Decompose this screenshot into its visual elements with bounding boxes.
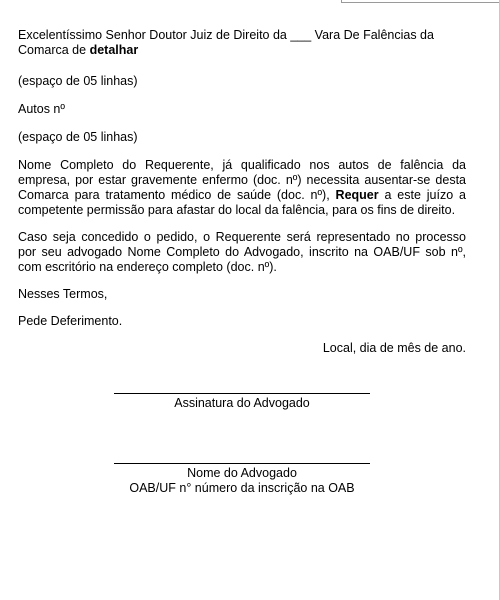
- spacer-note-1: (espaço de 05 linhas): [18, 74, 138, 88]
- place-date: Local, dia de mês de ano.: [322, 341, 466, 355]
- lawyer-name: Nome do Advogado: [187, 466, 297, 480]
- spacer-note-2: (espaço de 05 linhas): [18, 130, 138, 144]
- request-bold: Requer: [335, 188, 379, 202]
- signature-block-1: [114, 393, 370, 411]
- representation-paragraph: Caso seja concedido o pedido, o Requerente será representado no processo por seu advogado Nome Completo do Advogado, inscrito na OAB/UF sob nº, com escritório na endereço completo (doc. nº).: [18, 230, 466, 274]
- signature-label: Assinatura do Advogado: [174, 396, 310, 410]
- petition-document: [18, 28, 466, 368]
- closing-terms: Nesses Termos,: [18, 287, 108, 301]
- lawyer-oab: OAB/UF n° número da inscrição na OAB: [129, 481, 355, 495]
- frame-top-border: [341, 0, 500, 3]
- request-text-before: Nome Completo do Requerente, já qualificado nos autos de falência da empresa, por estar gravemente enfermo (doc. nº) necessita ausentar-se desta Comarca para tratamento médico de saúde (doc. nº),: [18, 158, 466, 202]
- signature-line-2: [114, 463, 370, 464]
- closing-request: Pede Deferimento.: [18, 314, 123, 328]
- signature-line-1: [114, 393, 370, 394]
- addressee-text: Excelentíssimo Senhor Doutor Juiz de Direito da ___ Vara De Falências da Comarca de: [18, 28, 434, 57]
- request-text-after: a este juízo a competente permissão para afastar do local da falência, para os fins de direito.: [18, 188, 466, 217]
- addressee-bold: detalhar: [89, 43, 139, 57]
- case-number: Autos nº: [18, 102, 65, 116]
- addressee-header: [18, 28, 466, 58]
- signature-block-2: [114, 463, 370, 496]
- request-paragraph: [18, 158, 466, 218]
